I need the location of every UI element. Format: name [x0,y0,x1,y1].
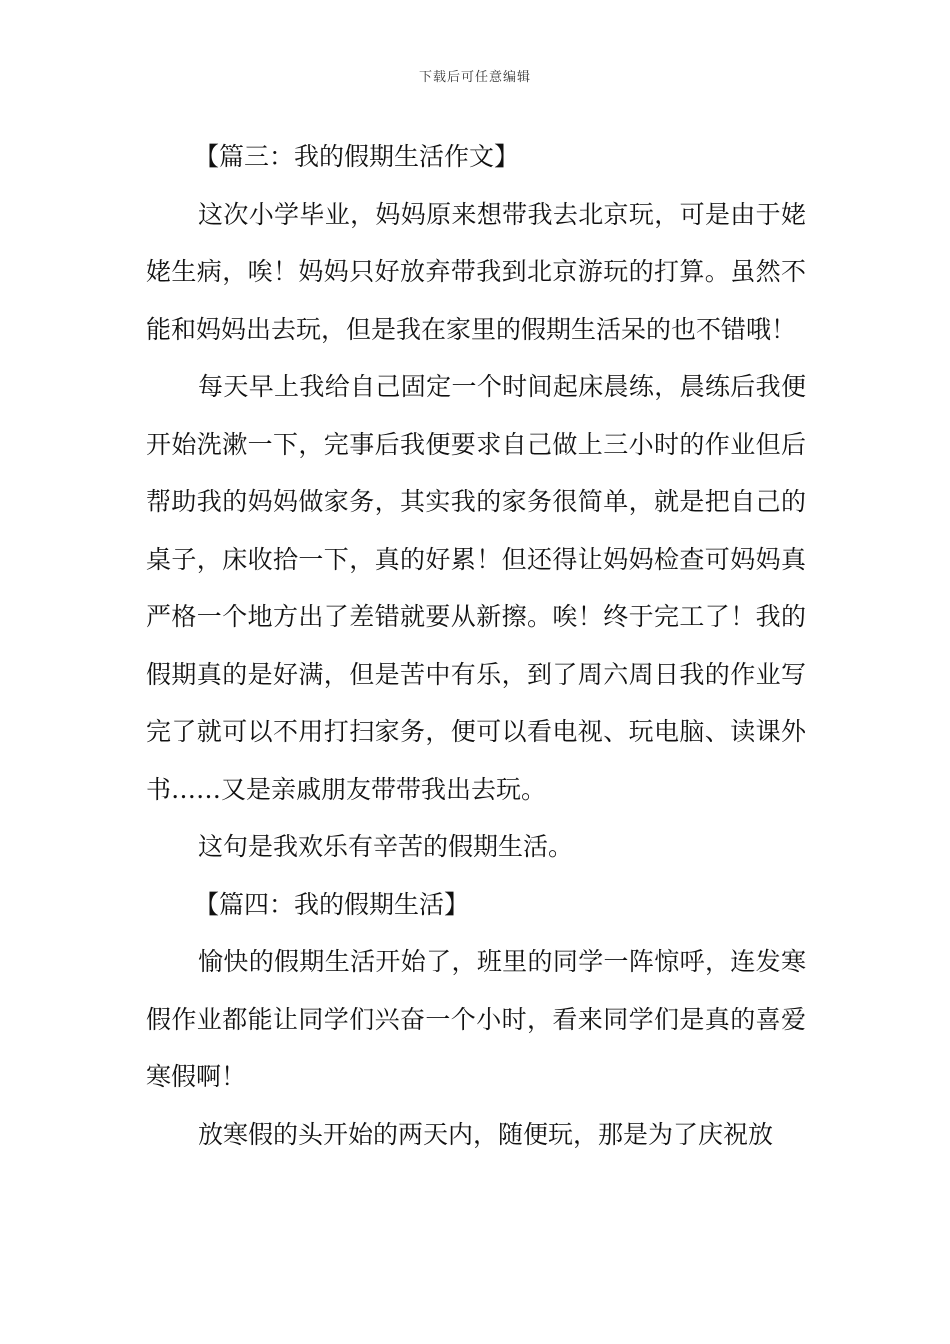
paragraph: 愉快的假期生活开始了，班里的同学一阵惊呼，连发寒假作业都能让同学们兴奋一个小时，看来同学们是真的喜爱寒假啊！ [146,947,806,1091]
paragraph: 放寒假的头开始的两天内，随便玩，那是为了庆祝放 [198,1119,774,1149]
document-body [146,128,806,1163]
paragraph: 这次小学毕业，妈妈原来想带我去北京玩，可是由于姥姥生病，唉！妈妈只好放弃带我到北京游玩的打算。虽然不能和妈妈出去玩，但是我在家里的假期生活呆的也不错哦！ [146,199,806,344]
paragraph: 这句是我欢乐有辛苦的假期生活。 [198,832,574,861]
paragraph: 每天早上我给自己固定一个时间起床晨练，晨练后我便开始洗漱一下，完事后我便要求自己做上三小时的作业但后帮助我的妈妈做家务，其实我的家务很简单，就是把自己的桌子，床收拾一下，真的好累！但还得让妈妈检查可妈妈真严格一个地方出了差错就要从新擦。唉！终于完工了！我的假期真的是好满，但是苦中有乐，到了周六周日我的作业写完了就可以不用打扫家务，便可以看电视、玩电脑、读课外书……又是亲戚朋友带带我出去玩。 [146,372,806,804]
section-title: 【篇四：我的假期生活】 [194,889,470,919]
page-header: 下载后可任意编辑 [418,70,531,85]
section-title: 【篇三：我的假期生活作文】 [194,142,520,171]
